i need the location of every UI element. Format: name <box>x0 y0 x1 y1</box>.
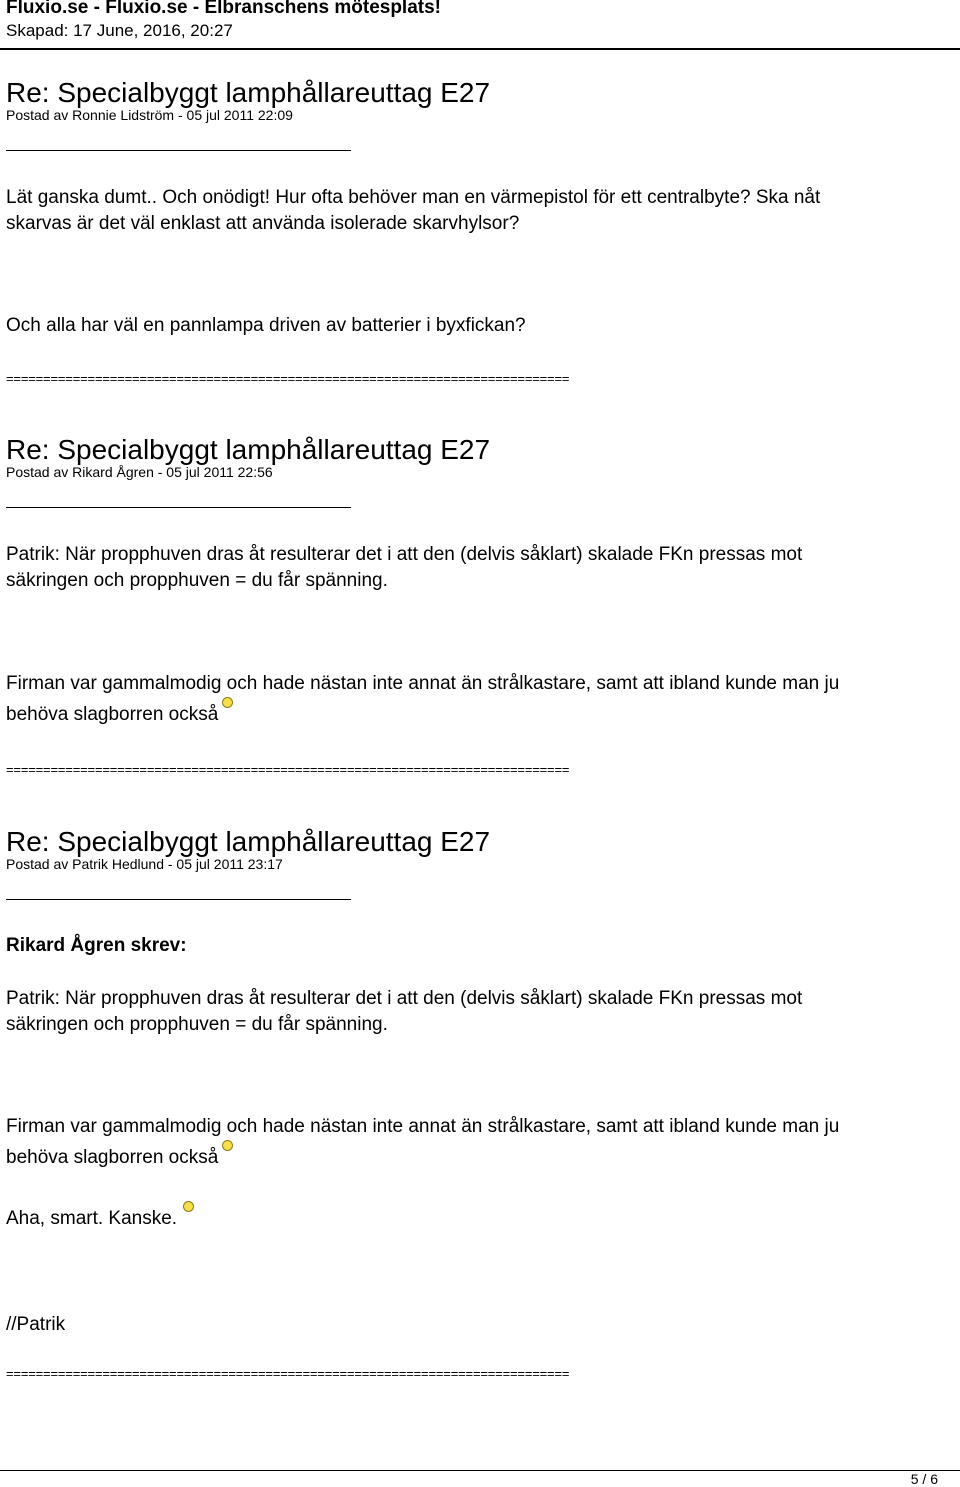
post-text-line-with-smiley <box>6 1201 194 1232</box>
post-meta: Postad av Patrik Hedlund - 05 jul 2011 23:17 <box>6 856 283 872</box>
post-text: Aha, smart. Kanske. <box>6 1208 178 1229</box>
quote-text-line: Patrik: När propphuven dras åt resulterar det i att den (delvis såklart) skalade FKn pressas mot <box>6 988 803 1009</box>
footer-divider <box>0 1470 960 1471</box>
post-text: behöva slagborren också <box>6 704 219 725</box>
post-meta: Postad av Ronnie Lidström - 05 jul 2011 22:09 <box>6 107 293 123</box>
post-text-line: Patrik: När propphuven dras åt resulterar det i att den (delvis såklart) skalade FKn pressas mot <box>6 544 803 565</box>
post-text-line: skarvas är det väl enklast att använda isolerade skarvhylsor? <box>6 213 520 234</box>
post-divider <box>6 150 351 151</box>
smiley-icon <box>222 1140 233 1151</box>
post-signature: //Patrik <box>6 1314 66 1335</box>
header-divider <box>0 48 960 50</box>
post-text-line: Firman var gammalmodig och hade nästan inte annat än strålkastare, samt att ibland kunde man ju <box>6 673 840 694</box>
separator-line: ============================================================================ <box>6 371 570 386</box>
post-text-line: Lät ganska dumt.. Och onödigt! Hur ofta behöver man en värmepistol för ett centralbyte? Ska nåt <box>6 187 821 208</box>
quote-text-line-with-smiley <box>6 1140 233 1171</box>
post-meta: Postad av Rikard Ågren - 05 jul 2011 22:56 <box>6 464 273 480</box>
quote-text: behöva slagborren också <box>6 1147 219 1168</box>
quote-text-line: säkringen och propphuven = du får spänning. <box>6 1014 388 1035</box>
post-divider <box>6 899 351 900</box>
page-number: 5 / 6 <box>910 1471 938 1487</box>
post-title: Re: Specialbyggt lamphållareuttag E27 <box>6 434 491 465</box>
created-date: Skapad: 17 June, 2016, 20:27 <box>6 21 233 40</box>
separator-line: ============================================================================ <box>6 762 570 777</box>
post-text-line: säkringen och propphuven = du får spänning. <box>6 570 388 591</box>
post-title: Re: Specialbyggt lamphållareuttag E27 <box>6 77 491 108</box>
post-text-line-with-smiley <box>6 697 233 728</box>
quote-text-line: Firman var gammalmodig och hade nästan inte annat än strålkastare, samt att ibland kunde man ju <box>6 1116 840 1137</box>
post-title: Re: Specialbyggt lamphållareuttag E27 <box>6 826 491 857</box>
smiley-icon <box>222 697 233 708</box>
site-title: Fluxio.se - Fluxio.se - Elbranschens mötesplats! <box>6 0 441 18</box>
quote-author: Rikard Ågren skrev: <box>6 935 187 956</box>
smiley-icon <box>183 1201 194 1212</box>
post-text-line: Och alla har väl en pannlampa driven av batterier i byxfickan? <box>6 315 526 336</box>
post-divider <box>6 507 351 508</box>
separator-line: ============================================================================ <box>6 1366 570 1381</box>
